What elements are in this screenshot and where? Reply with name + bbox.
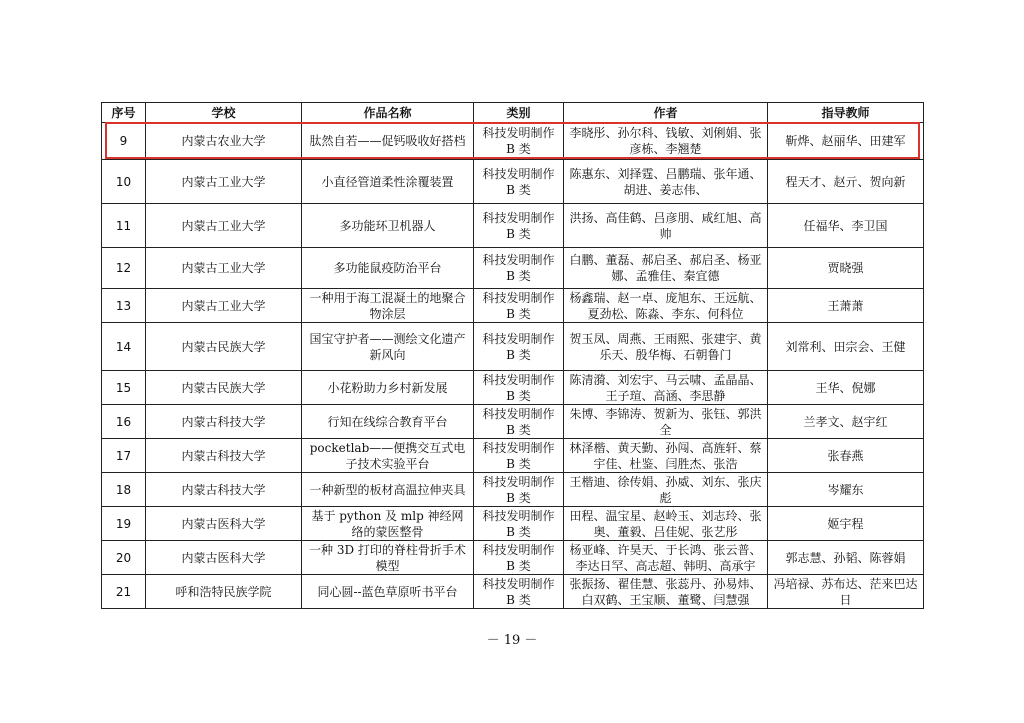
cell-no: 11 [102,204,146,248]
cell-school: 内蒙古医科大学 [146,541,302,575]
cell-school: 内蒙古工业大学 [146,248,302,289]
cell-category: 科技发明制作 B 类 [474,473,564,507]
cell-title: 国宝守护者——测绘文化遗产新风向 [302,323,474,371]
cell-title: 一种新型的板材高温拉伸夹具 [302,473,474,507]
cell-authors: 李晓彤、孙尔科、钱敏、刘俐娟、张彦栋、李翘楚 [564,123,768,160]
table-row [102,439,924,473]
table-row [102,323,924,371]
cell-authors: 田程、温宝星、赵岭玉、刘志玲、张奥、董毅、吕佳妮、张艺彤 [564,507,768,541]
cell-no: 12 [102,248,146,289]
cell-title: 一种 3D 打印的脊柱骨折手术模型 [302,541,474,575]
table-row [102,123,924,160]
table-row [102,541,924,575]
cell-title: pocketlab——便携交互式电子技术实验平台 [302,439,474,473]
header-authors: 作者 [564,103,768,123]
cell-no: 9 [102,123,146,160]
cell-no: 14 [102,323,146,371]
cell-authors: 洪扬、高佳鹤、吕彦朋、咸红旭、高帅 [564,204,768,248]
cell-school: 内蒙古民族大学 [146,371,302,405]
cell-school: 内蒙古科技大学 [146,405,302,439]
cell-category: 科技发明制作 B 类 [474,405,564,439]
cell-title: 多功能鼠疫防治平台 [302,248,474,289]
cell-school: 内蒙古民族大学 [146,323,302,371]
table-row [102,204,924,248]
table-row [102,371,924,405]
table-header-row [102,103,924,123]
header-title: 作品名称 [302,103,474,123]
cell-advisors: 郭志慧、孙韬、陈蓉娟 [768,541,924,575]
cell-title: 基于 python 及 mlp 神经网络的蒙医整骨 [302,507,474,541]
table-row [102,248,924,289]
cell-category: 科技发明制作 B 类 [474,371,564,405]
cell-no: 18 [102,473,146,507]
awards-table [101,102,924,609]
cell-advisors: 靳烨、赵丽华、田建军 [768,123,924,160]
header-school: 学校 [146,103,302,123]
cell-authors: 林泽楷、黄天勤、孙闯、高旌轩、蔡宇佳、杜鉴、闫胜杰、张浩 [564,439,768,473]
cell-advisors: 王华、倪娜 [768,371,924,405]
cell-no: 20 [102,541,146,575]
cell-category: 科技发明制作 B 类 [474,541,564,575]
header-category: 类别 [474,103,564,123]
cell-category: 科技发明制作 B 类 [474,123,564,160]
cell-category: 科技发明制作 B 类 [474,575,564,609]
header-no: 序号 [102,103,146,123]
cell-school: 呼和浩特民族学院 [146,575,302,609]
header-advisors: 指导教师 [768,103,924,123]
cell-advisors: 冯培禄、苏布达、茫来巴达日 [768,575,924,609]
cell-authors: 陈惠东、刘择霆、吕鹏瑞、张年通、胡进、姜志伟、 [564,160,768,204]
cell-no: 21 [102,575,146,609]
cell-advisors: 刘常利、田宗会、王健 [768,323,924,371]
cell-advisors: 岑耀东 [768,473,924,507]
cell-advisors: 程天才、赵亓、贺向新 [768,160,924,204]
table-row [102,289,924,323]
cell-title: 小花粉助力乡村新发展 [302,371,474,405]
cell-category: 科技发明制作 B 类 [474,439,564,473]
cell-authors: 杨亚峰、许昊天、于长鸿、张云普、李达日罕、高志超、韩明、高承宇 [564,541,768,575]
cell-category: 科技发明制作 B 类 [474,507,564,541]
cell-school: 内蒙古科技大学 [146,439,302,473]
table-row [102,507,924,541]
cell-no: 19 [102,507,146,541]
cell-no: 10 [102,160,146,204]
cell-school: 内蒙古工业大学 [146,289,302,323]
cell-school: 内蒙古工业大学 [146,204,302,248]
table-row [102,473,924,507]
cell-category: 科技发明制作 B 类 [474,204,564,248]
cell-no: 16 [102,405,146,439]
cell-advisors: 任福华、李卫国 [768,204,924,248]
cell-no: 17 [102,439,146,473]
cell-advisors: 张春燕 [768,439,924,473]
cell-title: 一种用于海工混凝土的地聚合物涂层 [302,289,474,323]
cell-school: 内蒙古医科大学 [146,507,302,541]
cell-school: 内蒙古工业大学 [146,160,302,204]
table-row [102,160,924,204]
cell-authors: 王楷迪、徐传娟、孙威、刘东、张庆彪 [564,473,768,507]
cell-authors: 朱博、李锦涛、贺新为、张钰、郭洪全 [564,405,768,439]
cell-authors: 陈清漪、刘宏宇、马云啸、孟晶晶、王子瑄、高涵、李思静 [564,371,768,405]
cell-advisors: 兰孝文、赵宇红 [768,405,924,439]
cell-title: 行知在线综合教育平台 [302,405,474,439]
cell-category: 科技发明制作 B 类 [474,160,564,204]
table-row [102,575,924,609]
cell-title: 同心圆--蓝色草原听书平台 [302,575,474,609]
cell-category: 科技发明制作 B 类 [474,248,564,289]
cell-school: 内蒙古农业大学 [146,123,302,160]
cell-authors: 白鹏、董磊、郝启圣、郝启圣、杨亚娜、孟雅佳、秦宜德 [564,248,768,289]
table-row [102,405,924,439]
cell-advisors: 贾晓强 [768,248,924,289]
cell-advisors: 姬宇程 [768,507,924,541]
cell-no: 13 [102,289,146,323]
cell-title: 肽然自若——促钙吸收好搭档 [302,123,474,160]
cell-no: 15 [102,371,146,405]
page-number: － 19 － [486,633,538,648]
cell-category: 科技发明制作 B 类 [474,323,564,371]
cell-school: 内蒙古科技大学 [146,473,302,507]
cell-advisors: 王萧萧 [768,289,924,323]
cell-category: 科技发明制作 B 类 [474,289,564,323]
cell-authors: 张振扬、翟佳慧、张蕊丹、孙易炜、白双鹤、王宝顺、董鹭、闫慧强 [564,575,768,609]
cell-title: 小直径管道柔性涂覆装置 [302,160,474,204]
cell-authors: 杨鑫瑞、赵一卓、庞旭东、王远航、夏劲松、陈淼、李东、何科位 [564,289,768,323]
cell-authors: 贺玉凤、周燕、王雨熙、张建宇、黄乐天、殷华梅、石朝鲁门 [564,323,768,371]
cell-title: 多功能环卫机器人 [302,204,474,248]
